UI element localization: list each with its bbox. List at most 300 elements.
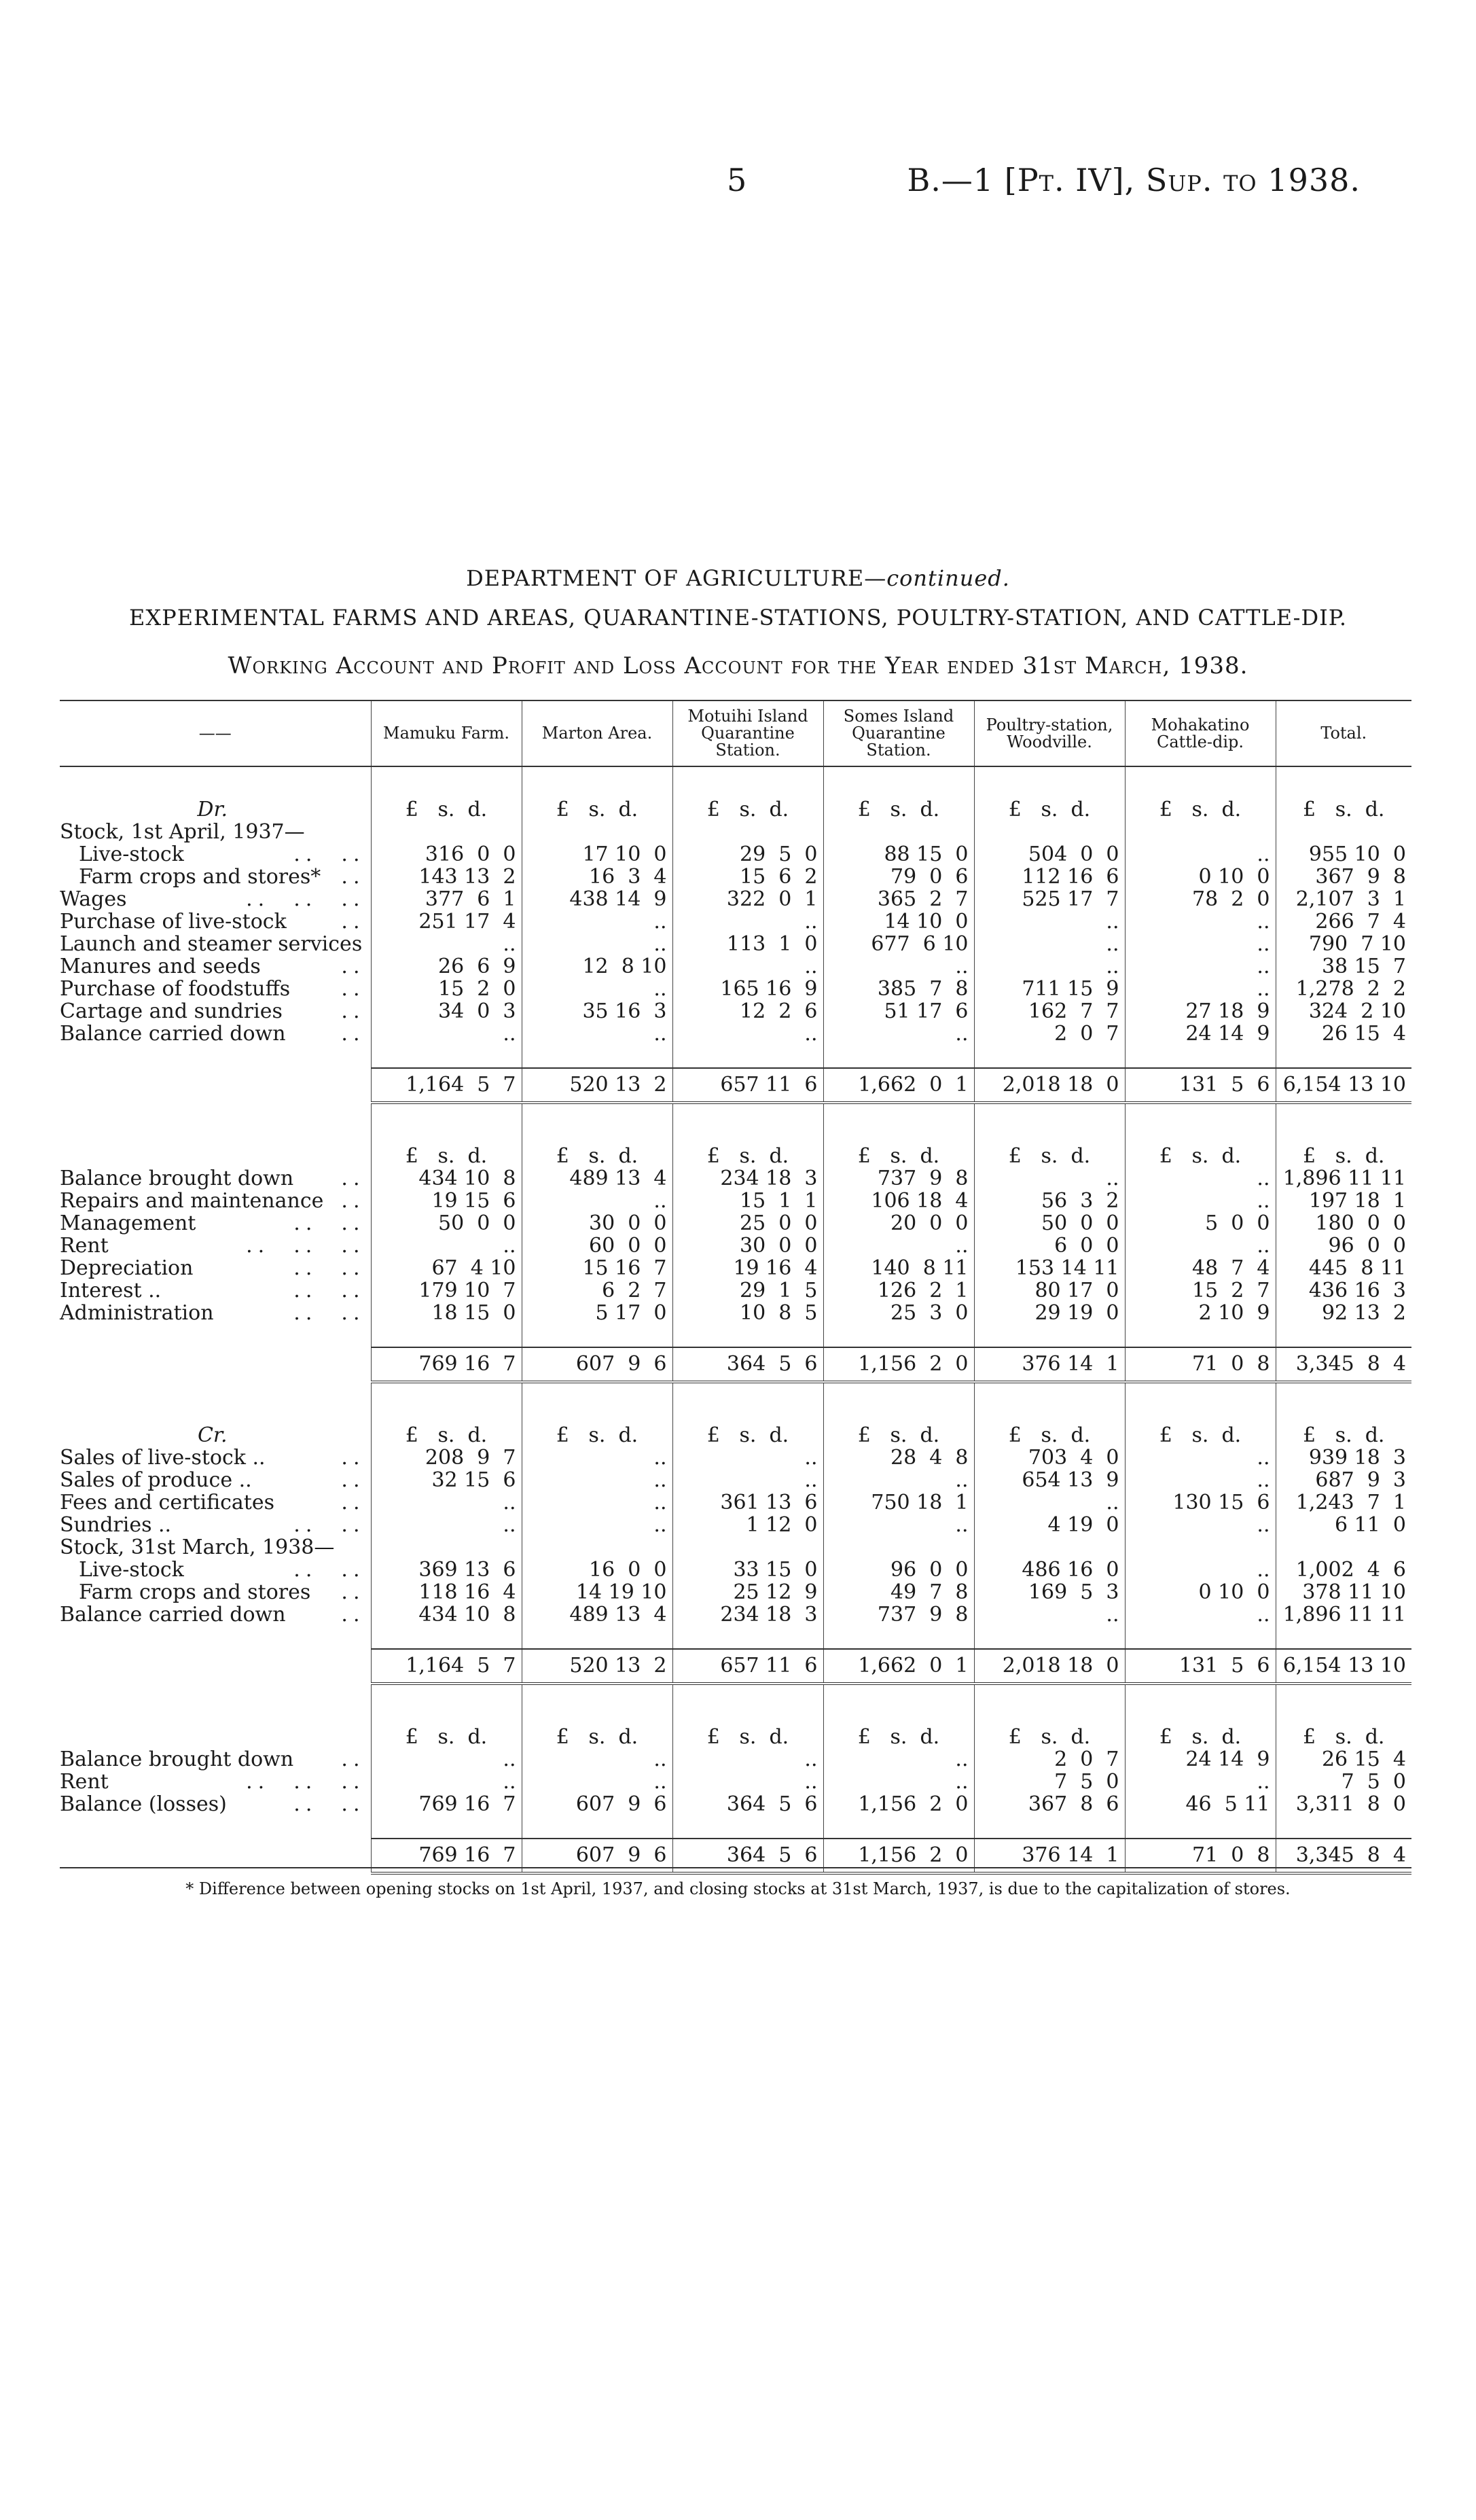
amount-cell: 2 0 7 <box>974 1748 1125 1771</box>
amount-cell: .. <box>1125 978 1276 1000</box>
department-name: DEPARTMENT OF AGRICULTURE— <box>466 565 887 591</box>
total-cell: 3,345 8 4 <box>1276 1347 1411 1382</box>
amount-cell: 5 17 0 <box>522 1302 672 1324</box>
unit-cell: £ s. d. <box>823 1145 974 1167</box>
spacer-cell <box>60 1684 371 1726</box>
row-label-text: Wages <box>60 887 127 911</box>
spacer-cell <box>60 1324 371 1347</box>
amount-cell: 153 14 11 <box>974 1257 1125 1279</box>
amount-cell: 436 16 3 <box>1276 1279 1411 1302</box>
amount-cell: .. <box>974 1167 1125 1190</box>
row-label-text: Rent <box>60 1234 109 1258</box>
amount-cell: 324 2 10 <box>1276 1000 1411 1023</box>
amount-cell: 525 17 7 <box>974 888 1125 910</box>
amount-cell: .. <box>1125 933 1276 955</box>
spacer-cell <box>522 1324 672 1347</box>
total-cell: 131 5 6 <box>1125 1068 1276 1103</box>
spacer-row <box>60 1382 1411 1424</box>
unit-cell: £ s. d. <box>974 798 1125 821</box>
row-label-text: Repairs and maintenance <box>60 1189 324 1213</box>
amount-cell: 29 1 5 <box>672 1279 823 1302</box>
row-label <box>60 888 371 910</box>
amount-cell: 30 0 0 <box>522 1212 672 1235</box>
spacer-cell <box>823 1382 974 1424</box>
amount-cell: .. <box>1125 1190 1276 1212</box>
amount-cell <box>823 1536 974 1559</box>
spacer-cell <box>823 1684 974 1726</box>
amount-cell: 434 10 8 <box>371 1167 522 1190</box>
amount-cell: 96 0 0 <box>823 1559 974 1581</box>
total-cell: 131 5 6 <box>1125 1649 1276 1684</box>
amount-cell: 16 0 0 <box>522 1559 672 1581</box>
row-label-text: Purchase of live-stock <box>60 910 287 934</box>
amount-cell: 24 14 9 <box>1125 1748 1276 1771</box>
spacer-cell <box>672 1684 823 1726</box>
row-label <box>60 1279 371 1302</box>
amount-cell: 34 0 3 <box>371 1000 522 1023</box>
row-label <box>60 1581 371 1603</box>
amount-cell: 67 4 10 <box>371 1257 522 1279</box>
col-header-label: —— <box>60 700 371 766</box>
ref-prefix: B.—1 [ <box>907 162 1018 198</box>
amount-cell: .. <box>522 1469 672 1491</box>
total-cell: 2,018 18 0 <box>974 1649 1125 1684</box>
spacer-cell <box>1125 1045 1276 1068</box>
amount-cell: 3,311 8 0 <box>1276 1793 1411 1815</box>
ref-sup: Sup. <box>1145 162 1213 198</box>
amount-cell: 14 10 0 <box>823 910 974 933</box>
total-cell: 6,154 13 10 <box>1276 1068 1411 1103</box>
amount-cell: 1,896 11 11 <box>1276 1603 1411 1626</box>
amount-cell: .. <box>672 1469 823 1491</box>
amount-cell: .. <box>974 1603 1125 1626</box>
amount-cell: .. <box>974 910 1125 933</box>
row-label-text: Balance brought down <box>60 1167 294 1190</box>
leader-dots: .. <box>341 910 365 934</box>
amount-cell: 88 15 0 <box>823 843 974 866</box>
amount-cell: 2 0 7 <box>974 1023 1125 1045</box>
leader-dots: .. .. <box>293 1279 365 1302</box>
row-label <box>60 955 371 978</box>
total-cell: 6,154 13 10 <box>1276 1649 1411 1684</box>
amount-cell: 16 3 4 <box>522 866 672 888</box>
spacer-cell <box>1276 1045 1411 1068</box>
amount-cell <box>672 1536 823 1559</box>
table-row <box>60 1536 1411 1559</box>
amount-cell: 234 18 3 <box>672 1167 823 1190</box>
row-label <box>60 1469 371 1491</box>
row-label-text: Sales of produce .. <box>60 1468 252 1492</box>
leader-dots: .. <box>341 1446 365 1470</box>
amount-cell <box>1125 1536 1276 1559</box>
unit-cell: £ s. d. <box>522 798 672 821</box>
unit-cell: £ s. d. <box>672 1145 823 1167</box>
amount-cell: .. <box>823 1748 974 1771</box>
ref-year: 1938. <box>1267 162 1361 198</box>
total-cell: 657 11 6 <box>672 1068 823 1103</box>
amount-cell: 14 19 10 <box>522 1581 672 1603</box>
amount-cell: 25 3 0 <box>823 1302 974 1324</box>
department-title <box>0 565 1476 591</box>
spacer-cell <box>672 766 823 798</box>
amount-cell: 56 3 2 <box>974 1190 1125 1212</box>
spacer-cell <box>522 1045 672 1068</box>
amount-cell <box>371 1536 522 1559</box>
amount-cell: .. <box>672 1748 823 1771</box>
amount-cell: .. <box>974 1491 1125 1514</box>
spacer-cell <box>1125 1684 1276 1726</box>
spacer-cell <box>1125 1815 1276 1839</box>
spacer-cell <box>974 766 1125 798</box>
amount-cell: 364 5 6 <box>672 1793 823 1815</box>
amount-cell: 1,243 7 1 <box>1276 1491 1411 1514</box>
spacer-cell <box>1276 1324 1411 1347</box>
amount-cell: 234 18 3 <box>672 1603 823 1626</box>
amount-cell: 50 0 0 <box>371 1212 522 1235</box>
leader-dots: .. .. <box>293 1513 365 1537</box>
amount-cell: 2 10 9 <box>1125 1302 1276 1324</box>
amount-cell: 80 17 0 <box>974 1279 1125 1302</box>
amount-cell <box>672 821 823 843</box>
row-label-text: Launch and steamer services <box>60 932 363 956</box>
unit-cell: £ s. d. <box>672 1726 823 1748</box>
spacer-cell <box>1125 1103 1276 1145</box>
spacer-cell <box>371 766 522 798</box>
row-label-text: Live-stock <box>79 842 184 866</box>
total-cell: 769 16 7 <box>371 1347 522 1382</box>
amount-cell: 49 7 8 <box>823 1581 974 1603</box>
unit-cell: £ s. d. <box>974 1726 1125 1748</box>
ref-pt: Pt. <box>1017 162 1065 198</box>
amount-cell: 140 8 11 <box>823 1257 974 1279</box>
spacer-cell <box>1276 1815 1411 1839</box>
spacer-cell <box>371 1684 522 1726</box>
amount-cell: 19 15 6 <box>371 1190 522 1212</box>
amount-cell: 489 13 4 <box>522 1167 672 1190</box>
row-label-text: Balance carried down <box>60 1022 286 1046</box>
amount-cell: 118 16 4 <box>371 1581 522 1603</box>
amount-cell <box>371 821 522 843</box>
table-row <box>60 1257 1411 1279</box>
amount-cell: 38 15 7 <box>1276 955 1411 978</box>
section-heading: Cr. <box>197 1423 228 1447</box>
amount-cell: 28 4 8 <box>823 1447 974 1469</box>
unit-cell: £ s. d. <box>371 1726 522 1748</box>
amount-cell: 654 13 9 <box>974 1469 1125 1491</box>
amount-cell: 35 16 3 <box>522 1000 672 1023</box>
row-label-text: Balance (losses) <box>60 1792 227 1816</box>
leader-dots: .. <box>341 1167 365 1190</box>
amount-cell: 92 13 2 <box>1276 1302 1411 1324</box>
row-label <box>60 1793 371 1815</box>
spacer-cell <box>371 1382 522 1424</box>
spacer-cell <box>522 1815 672 1839</box>
row-label-text: Fees and certificates <box>60 1491 275 1514</box>
ref-to: to <box>1212 162 1268 198</box>
total-label-cell <box>60 1347 371 1382</box>
amount-cell: 7 5 0 <box>1276 1771 1411 1793</box>
amount-cell: .. <box>522 978 672 1000</box>
spacer-cell <box>60 1382 371 1424</box>
row-label <box>60 1514 371 1536</box>
row-label <box>60 1235 371 1257</box>
unit-cell: £ s. d. <box>522 1424 672 1447</box>
leader-dots: .. <box>341 1189 365 1213</box>
spacer-cell <box>974 1626 1125 1649</box>
table-row <box>60 978 1411 1000</box>
amount-cell: 112 16 6 <box>974 866 1125 888</box>
document-reference <box>907 162 1361 198</box>
table-row <box>60 955 1411 978</box>
amount-cell: 1,896 11 11 <box>1276 1167 1411 1190</box>
table-row <box>60 1793 1411 1815</box>
amount-cell: .. <box>1125 1559 1276 1581</box>
row-label-text: Interest .. <box>60 1279 162 1302</box>
amount-cell: 15 1 1 <box>672 1190 823 1212</box>
amount-cell: 24 14 9 <box>1125 1023 1276 1045</box>
col-header-somes: Somes Island Quarantine Station. <box>823 700 974 766</box>
amount-cell: 7 5 0 <box>974 1771 1125 1793</box>
spacer-cell <box>371 1626 522 1649</box>
spacer-cell <box>672 1045 823 1068</box>
amount-cell: .. <box>823 1235 974 1257</box>
total-cell: 364 5 6 <box>672 1347 823 1382</box>
spacer-cell <box>974 1684 1125 1726</box>
table-row <box>60 1603 1411 1626</box>
amount-cell: 27 18 9 <box>1125 1000 1276 1023</box>
spacer-cell <box>672 1103 823 1145</box>
row-label <box>60 910 371 933</box>
row-label-text: Farm crops and stores <box>79 1580 311 1604</box>
amount-cell: 29 19 0 <box>974 1302 1125 1324</box>
spacer-row <box>60 1103 1411 1145</box>
row-label-text: Farm crops and stores* <box>79 865 321 889</box>
total-cell: 657 11 6 <box>672 1649 823 1684</box>
amount-cell: 60 0 0 <box>522 1235 672 1257</box>
spacer-row <box>60 766 1411 798</box>
pre-total-spacer <box>60 1045 1411 1068</box>
table-row <box>60 821 1411 843</box>
row-label-text: Sales of live-stock .. <box>60 1446 266 1470</box>
spacer-cell <box>522 1103 672 1145</box>
total-cell: 1,662 0 1 <box>823 1068 974 1103</box>
leader-dots: .. .. .. <box>246 1770 365 1794</box>
amount-cell <box>1276 821 1411 843</box>
row-label <box>60 933 371 955</box>
amount-cell: 1 12 0 <box>672 1514 823 1536</box>
amount-cell: 489 13 4 <box>522 1603 672 1626</box>
unit-row <box>60 798 1411 821</box>
row-label-text: Cartage and sundries <box>60 999 283 1023</box>
amount-cell: 78 2 0 <box>1125 888 1276 910</box>
amount-cell <box>522 821 672 843</box>
leader-dots: .. .. <box>293 1211 365 1235</box>
row-label-text: Management <box>60 1211 196 1235</box>
amount-cell: 361 13 6 <box>672 1491 823 1514</box>
total-row <box>60 1347 1411 1382</box>
amount-cell: 737 9 8 <box>823 1603 974 1626</box>
amount-cell: 15 2 7 <box>1125 1279 1276 1302</box>
row-label-text: Live-stock <box>79 1558 184 1582</box>
amount-cell: 130 15 6 <box>1125 1491 1276 1514</box>
spacer-cell <box>823 1103 974 1145</box>
amount-cell <box>1125 821 1276 843</box>
total-cell: 376 14 1 <box>974 1347 1125 1382</box>
total-cell: 1,164 5 7 <box>371 1068 522 1103</box>
amount-cell: .. <box>1125 843 1276 866</box>
row-label <box>60 1771 371 1793</box>
amount-cell: 180 0 0 <box>1276 1212 1411 1235</box>
unit-cell: £ s. d. <box>1125 798 1276 821</box>
row-label <box>60 1603 371 1626</box>
unit-row <box>60 1726 1411 1748</box>
amount-cell: 10 8 5 <box>672 1302 823 1324</box>
spacer-cell <box>1276 1626 1411 1649</box>
row-label <box>60 1491 371 1514</box>
leader-dots: .. .. <box>293 1558 365 1582</box>
unit-cell: £ s. d. <box>672 798 823 821</box>
amount-cell <box>974 821 1125 843</box>
leader-dots: .. .. .. <box>246 1234 365 1258</box>
total-cell: 607 9 6 <box>522 1839 672 1873</box>
total-cell: 3,345 8 4 <box>1276 1839 1411 1873</box>
amount-cell: .. <box>823 1771 974 1793</box>
amount-cell: .. <box>371 933 522 955</box>
leader-dots: .. <box>341 865 365 889</box>
amount-cell: .. <box>371 1771 522 1793</box>
total-row <box>60 1068 1411 1103</box>
amount-cell: 1,156 2 0 <box>823 1793 974 1815</box>
spacer-cell <box>823 1626 974 1649</box>
pre-total-spacer <box>60 1815 1411 1839</box>
amount-cell <box>1276 1536 1411 1559</box>
table-row <box>60 1167 1411 1190</box>
amount-cell: 32 15 6 <box>371 1469 522 1491</box>
amount-cell: 504 0 0 <box>974 843 1125 866</box>
spacer-cell <box>1125 1324 1276 1347</box>
row-label-text: Stock, 31st March, 1938— <box>60 1536 335 1559</box>
amount-cell: .. <box>371 1235 522 1257</box>
unit-cell: £ s. d. <box>823 1424 974 1447</box>
amount-cell: 367 9 8 <box>1276 866 1411 888</box>
table-row <box>60 1748 1411 1771</box>
row-label <box>60 1748 371 1771</box>
total-cell: 376 14 1 <box>974 1839 1125 1873</box>
unit-cell: £ s. d. <box>1125 1145 1276 1167</box>
section-subtitle: EXPERIMENTAL FARMS AND AREAS, QUARANTINE-STATIONS, POULTRY-STATION, AND CATTLE-DIP. <box>129 605 1347 631</box>
amount-cell: .. <box>371 1023 522 1045</box>
unit-cell: £ s. d. <box>1276 798 1411 821</box>
amount-cell: 26 6 9 <box>371 955 522 978</box>
amount-cell: 197 18 1 <box>1276 1190 1411 1212</box>
table-row <box>60 866 1411 888</box>
amount-cell: 79 0 6 <box>823 866 974 888</box>
spacer-cell <box>1125 1626 1276 1649</box>
amount-cell: .. <box>672 910 823 933</box>
total-cell: 1,156 2 0 <box>823 1347 974 1382</box>
table-row <box>60 1559 1411 1581</box>
leader-dots: .. .. <box>293 1301 365 1325</box>
spacer-cell <box>371 1045 522 1068</box>
amount-cell: 179 10 7 <box>371 1279 522 1302</box>
row-label <box>60 1212 371 1235</box>
amount-cell: .. <box>823 1469 974 1491</box>
unit-cell: £ s. d. <box>1125 1726 1276 1748</box>
amount-cell: .. <box>1125 1235 1276 1257</box>
amount-cell: 939 18 3 <box>1276 1447 1411 1469</box>
amount-cell: 30 0 0 <box>672 1235 823 1257</box>
unit-cell: £ s. d. <box>974 1145 1125 1167</box>
total-label-cell <box>60 1649 371 1684</box>
table-row <box>60 1581 1411 1603</box>
amount-cell: 687 9 3 <box>1276 1469 1411 1491</box>
spacer-cell <box>823 1045 974 1068</box>
total-cell: 1,156 2 0 <box>823 1839 974 1873</box>
spacer-cell <box>60 766 371 798</box>
amount-cell: 46 5 11 <box>1125 1793 1276 1815</box>
footnote: * Difference between opening stocks on 1st April, 1937, and closing stocks at 31st March, 1937, is due to the capitalization of stores. <box>185 1879 1291 1898</box>
spacer-cell <box>672 1626 823 1649</box>
spacer-cell <box>371 1103 522 1145</box>
table-row <box>60 1514 1411 1536</box>
spacer-cell <box>823 1324 974 1347</box>
amount-cell: .. <box>823 1514 974 1536</box>
spacer-cell <box>1125 766 1276 798</box>
table-row <box>60 910 1411 933</box>
account-table-wrapper <box>60 700 1411 1875</box>
amount-cell: .. <box>974 933 1125 955</box>
amount-cell: 106 18 4 <box>823 1190 974 1212</box>
unit-cell: £ s. d. <box>1125 1424 1276 1447</box>
spacer-cell <box>974 1382 1125 1424</box>
total-cell: 71 0 8 <box>1125 1347 1276 1382</box>
unit-row <box>60 1424 1411 1447</box>
table-row <box>60 1447 1411 1469</box>
leader-dots: .. .. <box>293 1792 365 1816</box>
spacer-cell <box>1125 1382 1276 1424</box>
amount-cell: 6 2 7 <box>522 1279 672 1302</box>
section-heading: Dr. <box>197 798 228 821</box>
leader-dots: .. <box>341 999 365 1023</box>
amount-cell: 25 0 0 <box>672 1212 823 1235</box>
total-cell: 71 0 8 <box>1125 1839 1276 1873</box>
unit-cell: £ s. d. <box>823 1726 974 1748</box>
amount-cell: 790 7 10 <box>1276 933 1411 955</box>
amount-cell: .. <box>672 1023 823 1045</box>
amount-cell: 486 16 0 <box>974 1559 1125 1581</box>
amount-cell: .. <box>1125 1167 1276 1190</box>
amount-cell: 0 10 0 <box>1125 1581 1276 1603</box>
amount-cell: 369 13 6 <box>371 1559 522 1581</box>
amount-cell: 434 10 8 <box>371 1603 522 1626</box>
row-label-text: Sundries .. <box>60 1513 172 1537</box>
amount-cell: 26 15 4 <box>1276 1023 1411 1045</box>
amount-cell: 15 2 0 <box>371 978 522 1000</box>
leader-dots: .. <box>341 1491 365 1514</box>
leader-dots: .. <box>341 1747 365 1771</box>
page-number: 5 <box>727 162 747 198</box>
amount-cell: .. <box>672 1771 823 1793</box>
amount-cell: .. <box>522 910 672 933</box>
amount-cell: 12 8 10 <box>522 955 672 978</box>
table-row <box>60 933 1411 955</box>
amount-cell: .. <box>823 1023 974 1045</box>
unit-cell: £ s. d. <box>1276 1424 1411 1447</box>
row-label <box>60 866 371 888</box>
spacer-cell <box>974 1324 1125 1347</box>
row-label-text: Manures and seeds <box>60 955 261 978</box>
amount-cell: 677 6 10 <box>823 933 974 955</box>
